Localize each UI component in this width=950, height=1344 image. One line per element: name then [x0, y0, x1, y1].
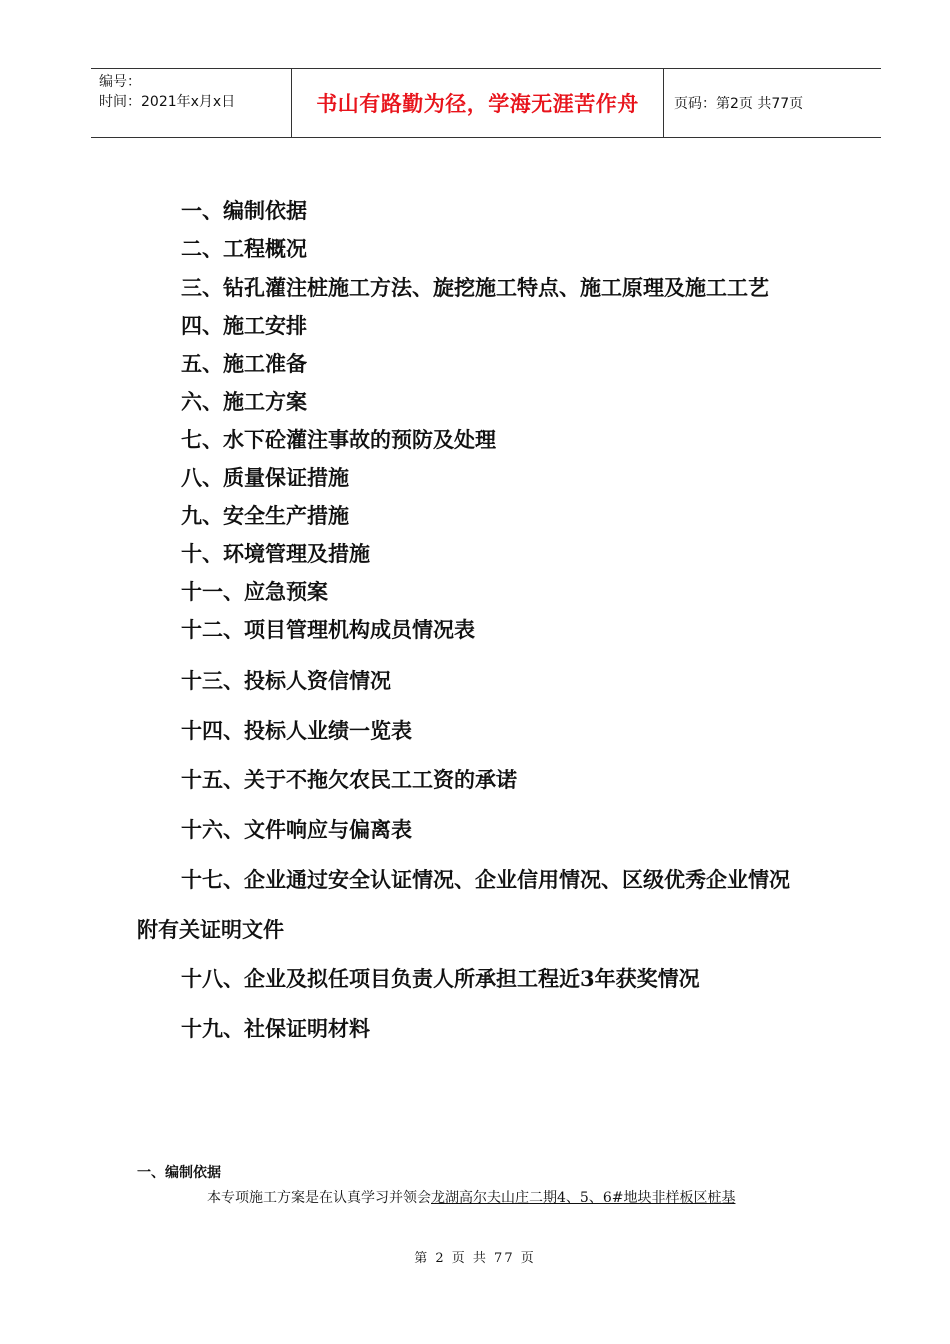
body-text-project-name: 龙湖高尔夫山庄二期4、5、6#地块非样板区桩基 [431, 1190, 736, 1206]
toc-item-continuation: 附有关证明文件 [137, 917, 284, 942]
number-label: 编号： [99, 74, 141, 90]
section-body-text [207, 1187, 735, 1207]
toc-item: 十三、投标人资信情况 [181, 668, 391, 693]
toc-item: 十九、社保证明材料 [181, 1016, 370, 1041]
toc-item: 三、钻孔灌注桩施工方法、旋挖施工特点、施工原理及施工工艺 [181, 275, 769, 300]
toc-item: 十八、企业及拟任项目负责人所承担工程近3年获奖情况 [181, 966, 700, 991]
toc-item: 十二、项目管理机构成员情况表 [181, 617, 475, 642]
toc-item: 五、施工准备 [181, 351, 307, 376]
page-footer: 第 2 页 共 77 页 [414, 1251, 536, 1266]
toc-item: 十七、企业通过安全认证情况、企业信用情况、区级优秀企业情况 [181, 867, 790, 892]
toc-item: 十六、文件响应与偏离表 [181, 817, 412, 842]
toc-item: 一、编制依据 [181, 198, 307, 223]
toc-item: 七、水下砼灌注事故的预防及处理 [181, 427, 496, 452]
toc-item: 二、工程概况 [181, 236, 307, 261]
section-heading: 一、编制依据 [137, 1165, 221, 1181]
toc-item: 十四、投标人业绩一览表 [181, 718, 412, 743]
toc-item: 十五、关于不拖欠农民工工资的承诺 [181, 767, 517, 792]
toc-item: 九、安全生产措施 [181, 503, 349, 528]
toc-item: 十一、应急预案 [181, 579, 328, 604]
header-motto: 书山有路勤为径，学海无涯苦作舟 [292, 69, 664, 137]
header-meta-cell [91, 69, 292, 137]
toc-item: 十、环境管理及措施 [181, 541, 370, 566]
page-header [91, 68, 881, 138]
header-page-info: 页码：第2页 共77页 [674, 96, 804, 112]
toc-item: 六、施工方案 [181, 389, 307, 414]
toc-item: 四、施工安排 [181, 313, 307, 338]
body-text-prefix: 本专项施工方案是在认真学习并领会 [207, 1190, 431, 1206]
toc-item: 八、质量保证措施 [181, 465, 349, 490]
time-label: 时间：2021年x月x日 [99, 94, 236, 110]
